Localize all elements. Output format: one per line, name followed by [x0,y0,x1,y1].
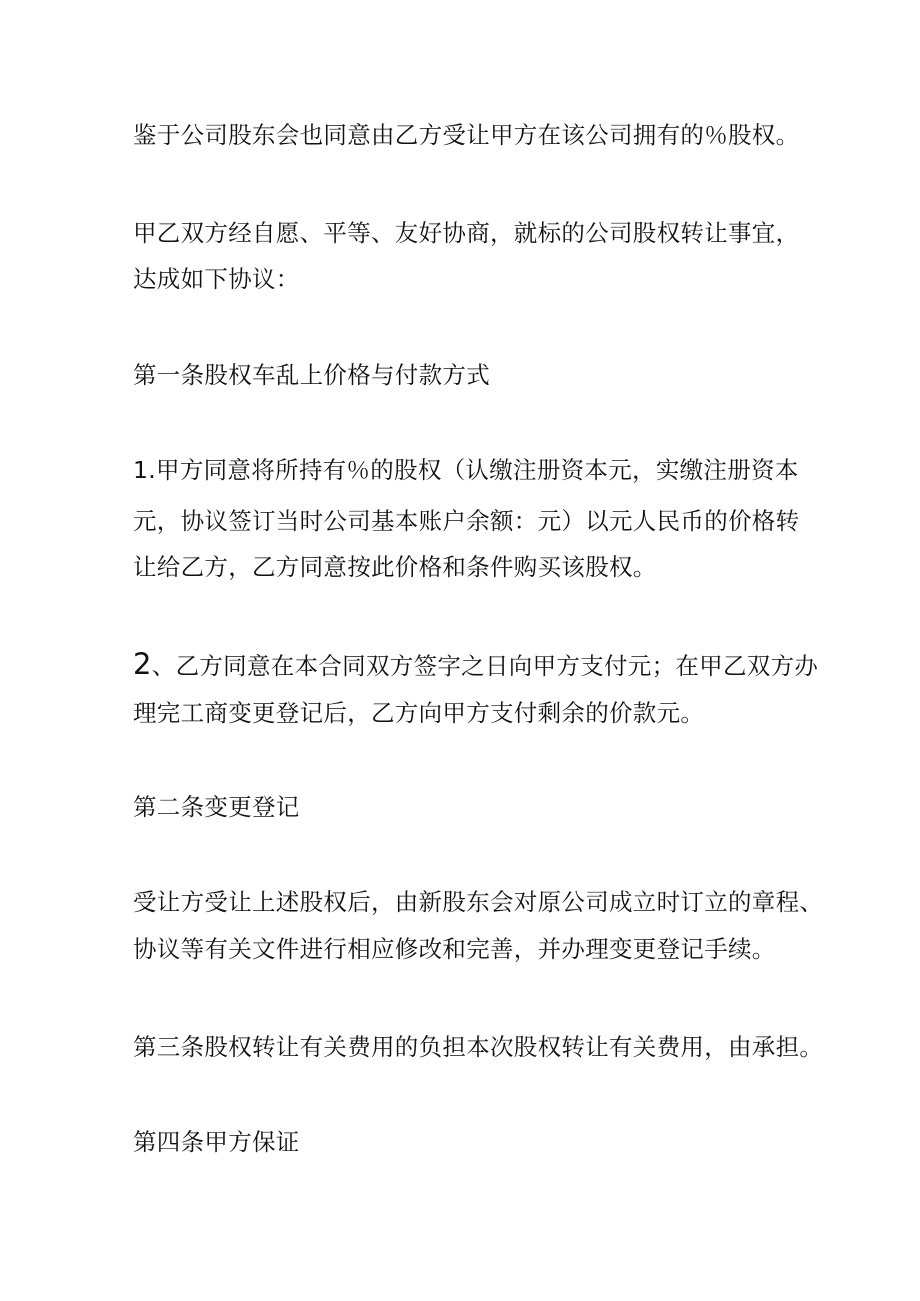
article2-heading: 第二条变更登记 [133,793,300,821]
item2-line1-text: 、乙方同意在本合同双方签字之日向甲方支付元；在甲乙双方办 [151,652,819,680]
paragraph-agreement-intro-line2: 达成如下协议： [133,265,300,293]
item2-line1 [133,648,818,682]
item2-number: 2 [133,647,152,681]
article2-body-line2: 协议等有关文件进行相应修改和完善，并办理变更登记手续。 [133,935,776,963]
paragraph-agreement-intro-line1: 甲乙双方经自愿、平等、友好协商，就标的公司股权转让事宜， [133,219,800,247]
article3-paragraph: 第三条股权转让有关费用的负担本次股权转让有关费用，由承担。 [133,1033,824,1061]
item2-line2: 理完工商变更登记后，乙方向甲方支付剩余的价款元。 [133,699,705,727]
item1-line2: 元，协议签订当时公司基本账户余额：元）以元人民币的价格转 [133,507,800,535]
article2-body-line1: 受让方受让上述股权后，由新股东会对原公司成立时订立的章程、 [133,888,824,916]
article1-heading: 第一条股权车乱上价格与付款方式 [133,361,490,389]
item1-line1: 1.甲方同意将所持有％的股权（认缴注册资本元，实缴注册资本 [133,456,799,484]
item1-line3: 让给乙方，乙方同意按此价格和条件购买该股权。 [133,553,657,581]
article4-heading: 第四条甲方保证 [133,1128,300,1156]
paragraph-shareholder-consent: 鉴于公司股东会也同意由乙方受让甲方在该公司拥有的％股权。 [133,121,800,149]
